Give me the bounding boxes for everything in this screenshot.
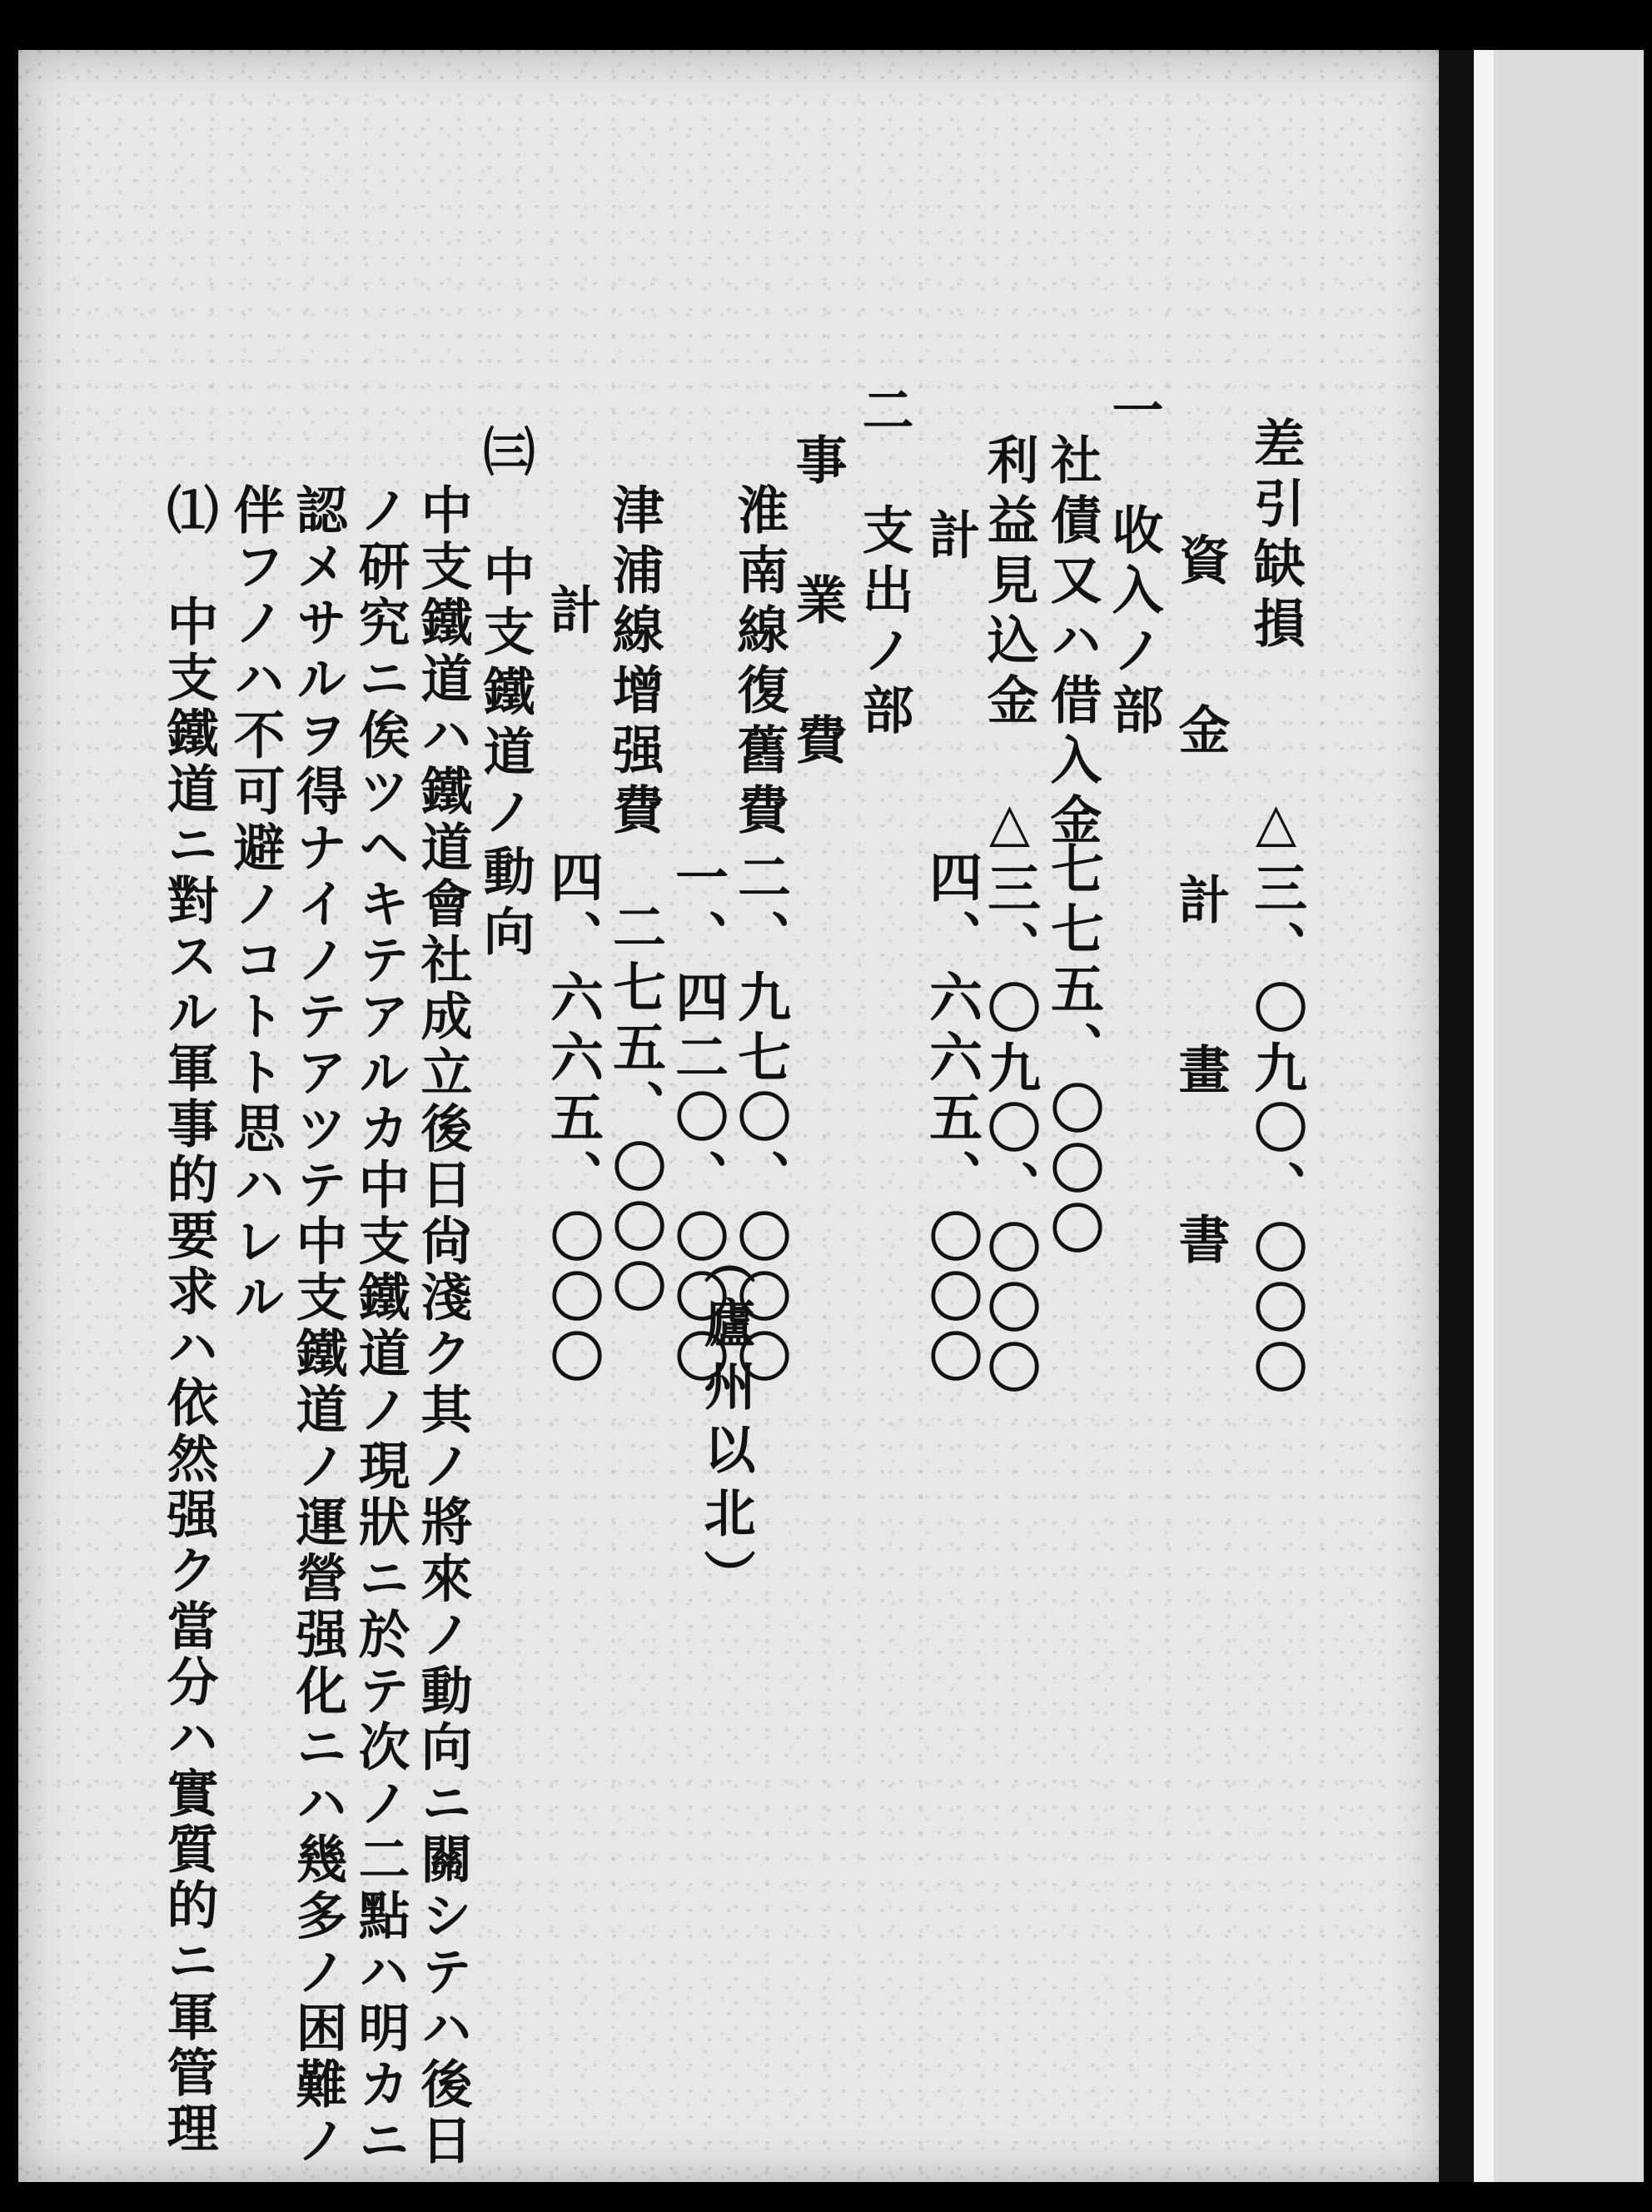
expense-heading: 二 支出ノ部 [853,383,914,743]
jinpu-amount: 一、四二〇、〇〇〇 [666,849,729,1389]
paragraph-line-4: 伴フノハ不可避ノコトト思ハレル [225,483,286,1327]
bonds-amount: 七七五、〇〇〇 [1042,841,1104,1261]
page-gutter [1439,50,1474,2182]
huainan-amount: 二、九七〇、〇〇〇 [729,849,791,1389]
profit-amount: △三、〇九〇、〇〇〇 [978,791,1041,1400]
jinpu-amount-2: 二七五、〇〇〇 [604,899,666,1319]
project-cost-label: 事 業 費 [787,433,848,783]
plan-title: 資 金 計 畫 書 [1170,533,1231,1298]
income-heading: 一 收入ノ部 [1103,383,1164,743]
paragraph-line-2: ノ研究ニ俟ツヘキテアルカ中支鐵道ノ現狀ニ於テ次ノ二點ハ明カニ [350,483,411,2170]
huainan-note: （廬州以北） [695,1233,756,1612]
jinpu-label: 津浦線增强費 [604,483,664,843]
deficit-label: 差引缺損 [1245,416,1306,656]
section-3-heading: ㈢ 中支鐵道ノ動向 [475,425,535,964]
expense-total-label: 計 [541,583,602,643]
profit-label: 利益見込金 [978,433,1039,733]
bonds-label: 社債又ハ借入金 [1042,433,1102,853]
expense-total-amount: 四、六六五、〇〇〇 [541,849,604,1389]
huainan-label: 淮南線復舊費 [729,483,789,843]
next-page-edge [1474,50,1644,2182]
income-total-label: 計 [920,508,981,568]
deficit-amount: △三、〇九〇、〇〇〇 [1245,791,1307,1400]
income-total-amount: 四、六六五、〇〇〇 [920,849,983,1389]
paragraph-line-5: ⑴ 中支鐵道ニ對スル軍事的要求ハ依然强ク當分ハ實質的ニ軍管理 [158,483,219,2157]
paragraph-line-3: 認メサルヲ得ナイノテアツテ中支鐵道ノ運營强化ニハ幾多ノ困難ノ [287,483,348,2170]
paragraph-line-1: 中支鐵道ハ鐵道會社成立後日尙淺ク其ノ將來ノ動向ニ關シテハ後日 [412,483,473,2170]
